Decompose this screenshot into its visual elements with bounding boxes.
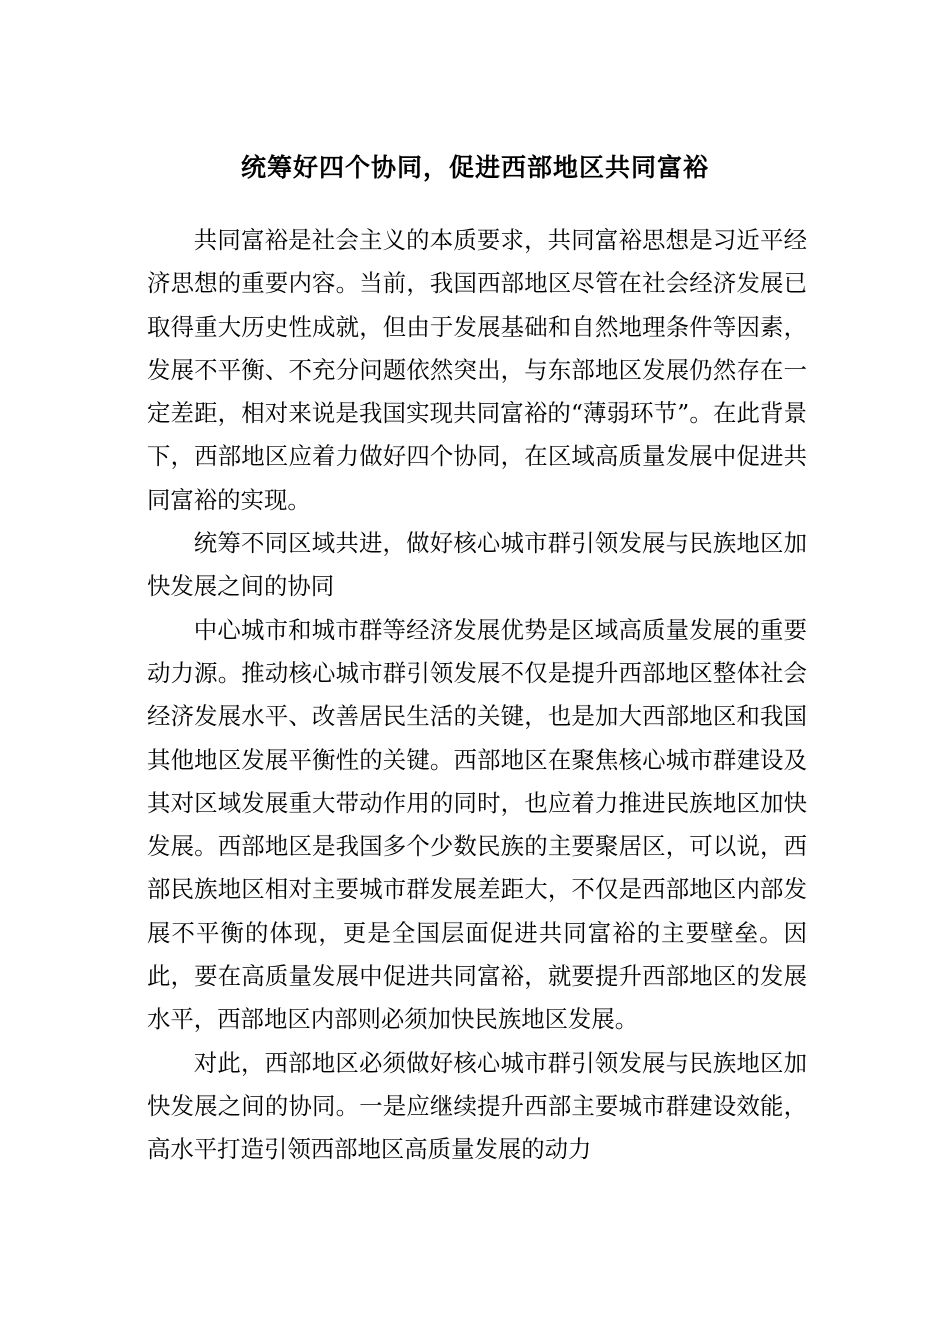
paragraph-city-clusters: 中心城市和城市群等经济发展优势是区域高质量发展的重要动力源。推动核心城市群引领发展不仅是提升西部地区整体社会经济发展水平、改善居民生活的关键，也是加大西部地区和我国其他地区发展平衡性的关键。西部地区在聚焦核心城市群建设及其对区域发展重大带动作用的同时，也应着力推进民族地区加快发展。西部地区是我国多个少数民族的主要聚居区，可以说，西部民族地区相对主要城市群发展差距大，不仅是西部地区内部发展不平衡的体现，更是全国层面促进共同富裕的主要壁垒。因此，要在高质量发展中促进共同富裕，就要提升西部地区的发展水平，西部地区内部则必须加快民族地区发展。 xyxy=(147,615,807,1034)
document-body xyxy=(147,219,807,1172)
paragraph-section-heading: 统筹不同区域共进，做好核心城市群引领发展与民族地区加快发展之间的协同 xyxy=(147,529,807,601)
document-title: 统筹好四个协同，促进西部地区共同富裕 xyxy=(240,153,709,182)
paragraph-measures: 对此，西部地区必须做好核心城市群引领发展与民族地区加快发展之间的协同。一是应继续提升西部主要城市群建设效能，高水平打造引领西部地区高质量发展的动力 xyxy=(147,1048,807,1164)
paragraph-intro: 共同富裕是社会主义的本质要求，共同富裕思想是习近平经济思想的重要内容。当前，我国西部地区尽管在社会经济发展已取得重大历史性成就，但由于发展基础和自然地理条件等因素，发展不平衡、不充分问题依然突出，与东部地区发展仍然存在一定差距，相对来说是我国实现共同富裕的“薄弱环节”。在此背景下，西部地区应着力做好四个协同，在区域高质量发展中促进共同富裕的实现。 xyxy=(147,226,807,514)
